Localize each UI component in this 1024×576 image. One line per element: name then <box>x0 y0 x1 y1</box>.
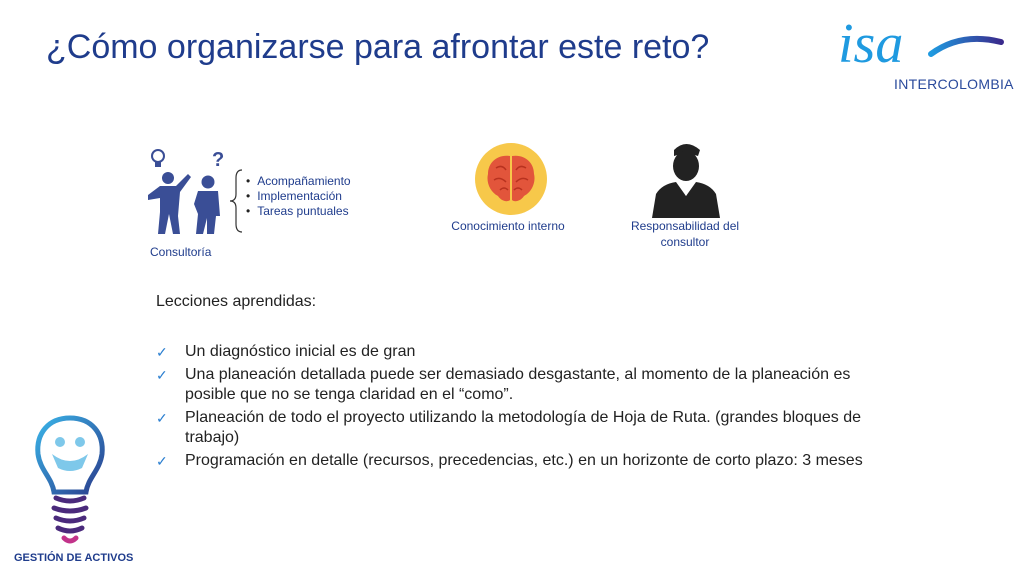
lessons-list <box>156 342 876 474</box>
list-item <box>156 408 876 448</box>
responsabilidad-line2: consultor <box>660 235 710 249</box>
footer-label: GESTIÓN DE ACTIVOS <box>14 552 134 564</box>
list-item: • Acompañamiento <box>246 174 351 189</box>
list-item: • Implementación <box>246 189 351 204</box>
bulb-logo-icon <box>30 412 110 548</box>
lesson-text: Un diagnóstico inicial es de gran <box>185 343 416 360</box>
svg-text:isa: isa <box>838 14 904 74</box>
responsabilidad-line1: Responsabilidad del <box>630 219 740 233</box>
check-icon: ✓ <box>156 453 168 469</box>
lesson-text: Planeación de todo el proyecto utilizando la metodología de Hoja de Ruta. (grandes bloques de trabajo) <box>185 409 862 446</box>
brace-icon <box>228 168 244 234</box>
list-item <box>156 365 876 405</box>
page-title: ¿Cómo organizarse para afrontar este reto? <box>46 28 710 66</box>
lessons-title: Lecciones aprendidas: <box>156 293 317 310</box>
list-item: • Tareas puntuales <box>246 204 351 219</box>
responsabilidad-label <box>620 218 750 250</box>
check-icon: ✓ <box>156 410 168 426</box>
people-icon <box>140 146 232 246</box>
consultoria-list <box>246 174 351 219</box>
lesson-text: Programación en detalle (recursos, precedencias, etc.) en un horizonte de corto plazo: 3 meses <box>185 452 863 469</box>
isa-logo-icon <box>836 14 1016 74</box>
consultant-icon <box>646 136 726 218</box>
check-icon: ✓ <box>156 367 168 383</box>
conocimiento-label: Conocimiento interno <box>451 219 565 233</box>
lesson-text: Una planeación detallada puede ser demasiado desgastante, al momento de la planeación es posible que no se tenga claridad en el “como”. <box>185 366 851 403</box>
list-item <box>156 342 876 362</box>
list-item <box>156 451 876 471</box>
check-icon: ✓ <box>156 344 168 360</box>
isa-logo <box>836 14 1016 98</box>
consultoria-label: Consultoría <box>150 245 212 259</box>
question-mark-icon: ? <box>212 149 225 171</box>
brain-icon <box>474 142 548 216</box>
company-name: INTERCOLOMBIA <box>894 76 1014 92</box>
lightbulb-icon <box>152 150 164 167</box>
